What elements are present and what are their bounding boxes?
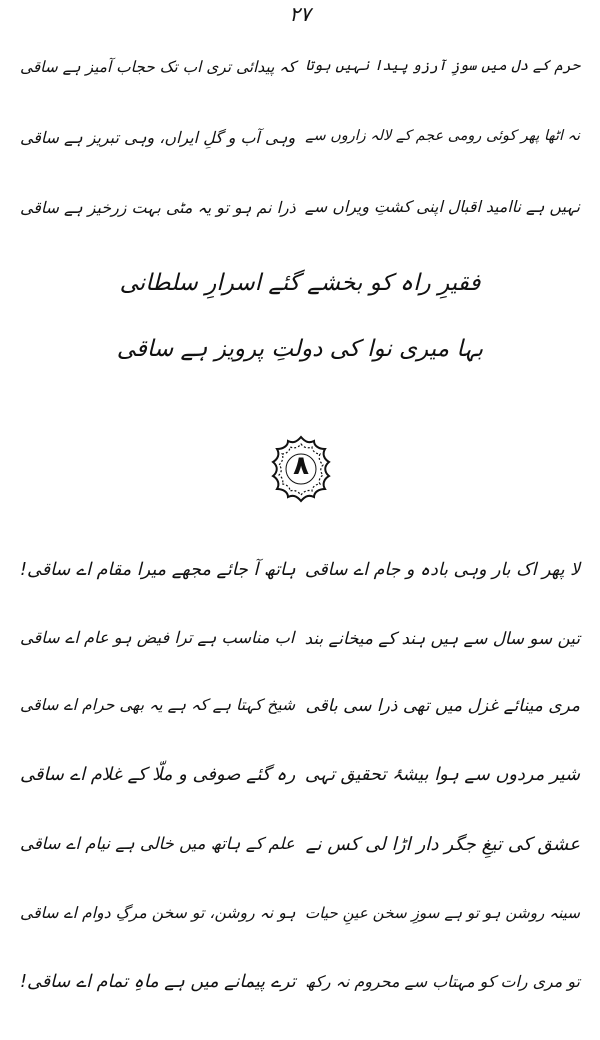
verse-line: ذرا نم ہو تو یہ مٹی بہت زرخیز ہے ساقی (20, 198, 296, 217)
verse-line: رہ گئے صوفی و ملّا کے غلام اے ساقی (20, 764, 296, 785)
verse-line: اب مناسب ہے ترا فیض ہو عام اے ساقی (20, 628, 295, 647)
verse-line: شیر مردوں سے ہوا بیشۂ تحقیق تہی (304, 764, 580, 785)
closing-verse-line: فقیرِ راہ کو بخشے گئے اسرارِ سلطانی (119, 270, 481, 296)
ghazal-number: ۸ (293, 451, 309, 481)
sarlauh-medallion-icon (270, 435, 332, 503)
verse-line: ترے پیمانے میں ہے ماہِ تمام اے ساقی! (20, 972, 296, 992)
closing-verse-line: بہا میری نوا کی دولتِ پرویز ہے ساقی (116, 336, 484, 362)
verse-line: عشق کی تیغِ جگر دار اڑا لی کس نے (305, 834, 580, 855)
verse-line: شیخ کہتا ہے کہ ہے یہ بھی حرام اے ساقی (20, 695, 296, 714)
verse-line: نہ اٹھا پھر کوئی رومی عجم کے لالہ زاروں سے (305, 128, 580, 144)
verse-line: علم کے ہاتھ میں خالی ہے نیام اے ساقی (20, 834, 295, 853)
verse-line: نہیں ہے ناامید اقبال اپنی کشتِ ویراں سے (304, 197, 580, 216)
verse-line: کہ پیدائی تری اب تک حجاب آمیز ہے ساقی (20, 58, 296, 76)
verse-line: سینہ روشن ہو تو ہے سوزِ سخن عینِ حیات (304, 904, 580, 922)
verse-line: ہاتھ آ جائے مجھے میرا مقام اے ساقی! (20, 560, 296, 580)
verse-line: تو مری رات کو مہتاب سے محروم نہ رکھ (305, 972, 580, 991)
verse-line: لا پھر اک بار وہی بادہ و جام اے ساقی (304, 560, 580, 580)
verse-line: وہی آب و گلِ ایراں، وہی تبریز ہے ساقی (20, 128, 296, 147)
verse-line: مری مینائے غزل میں تھی ذرا سی باقی (305, 696, 580, 716)
verse-line: ہو نہ روشن، تو سخن مرگِ دوام اے ساقی (20, 903, 296, 922)
verse-line: تین سو سال سے ہیں ہند کے میخانے بند (304, 628, 580, 648)
verse-line: حرم کے دل میں سوزِ آرزو پیدا نہیں ہوتا (305, 58, 580, 74)
page-number: ۲۷ (289, 2, 311, 26)
